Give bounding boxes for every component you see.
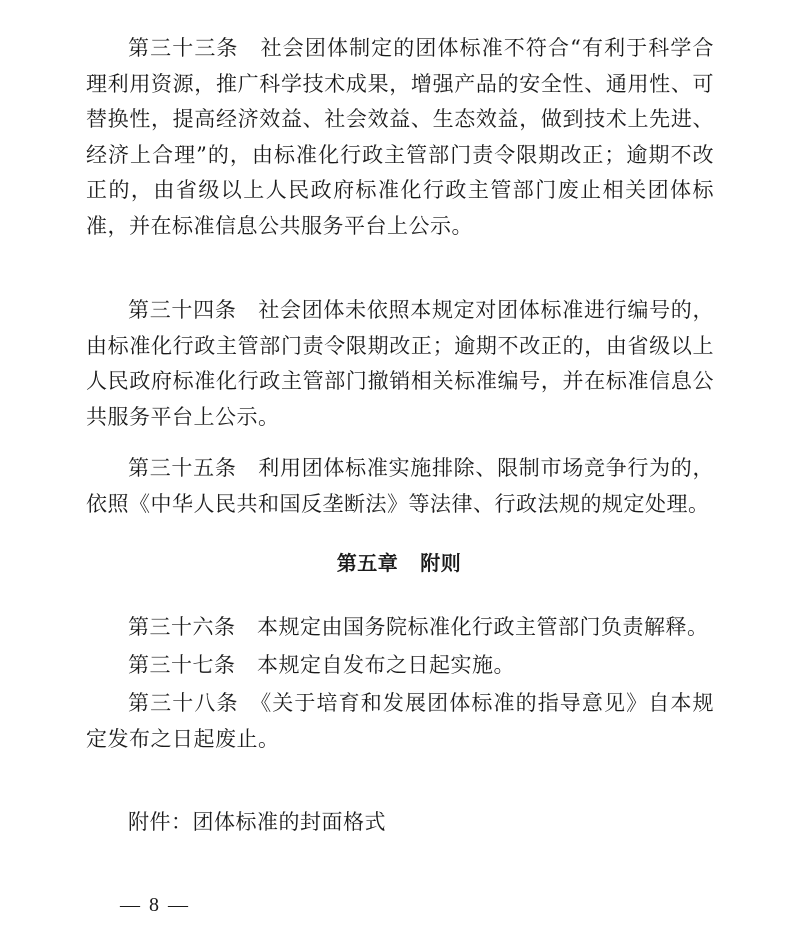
attachment-note: 附件：团体标准的封面格式 xyxy=(128,810,386,834)
page-number: — 8 — xyxy=(120,894,190,916)
article-37: 第三十七条 本规定自发布之日起实施。 xyxy=(128,653,515,677)
article-36: 第三十六条 本规定由国务院标准化行政主管部门负责解释。 xyxy=(128,615,709,639)
chapter-number: 第五章 xyxy=(336,551,399,575)
article-35: 第三十五条 利用团体标准实施排除、限制市场竞争行为的，依照《中华人民共和国反垄断法》等法律、行政法规的规定处理。 xyxy=(86,456,714,516)
chapter-heading xyxy=(0,548,798,578)
article-34: 第三十四条 社会团体未依照本规定对团体标准进行编号的，由标准化行政主管部门责令限期改正；逾期不改正的，由省级以上人民政府标准化行政主管部门撤销相关标准编号，并在标准信息公共服务平台上公示。 xyxy=(86,298,714,429)
chapter-title: 附则 xyxy=(420,551,462,575)
article-33: 第三十三条 社会团体制定的团体标准不符合“有利于科学合理利用资源，推广科学技术成果，增强产品的安全性、通用性、可替换性，提高经济效益、社会效益、生态效益，做到技术上先进、经济上合理”的，由标准化行政主管部门责令限期改正；逾期不改正的，由省级以上人民政府标准化行政主管部门废止相关团体标准，并在标准信息公共服务平台上公示。 xyxy=(86,36,714,238)
article-38: 第三十八条 《关于培育和发展团体标准的指导意见》自本规定发布之日起废止。 xyxy=(86,691,714,751)
